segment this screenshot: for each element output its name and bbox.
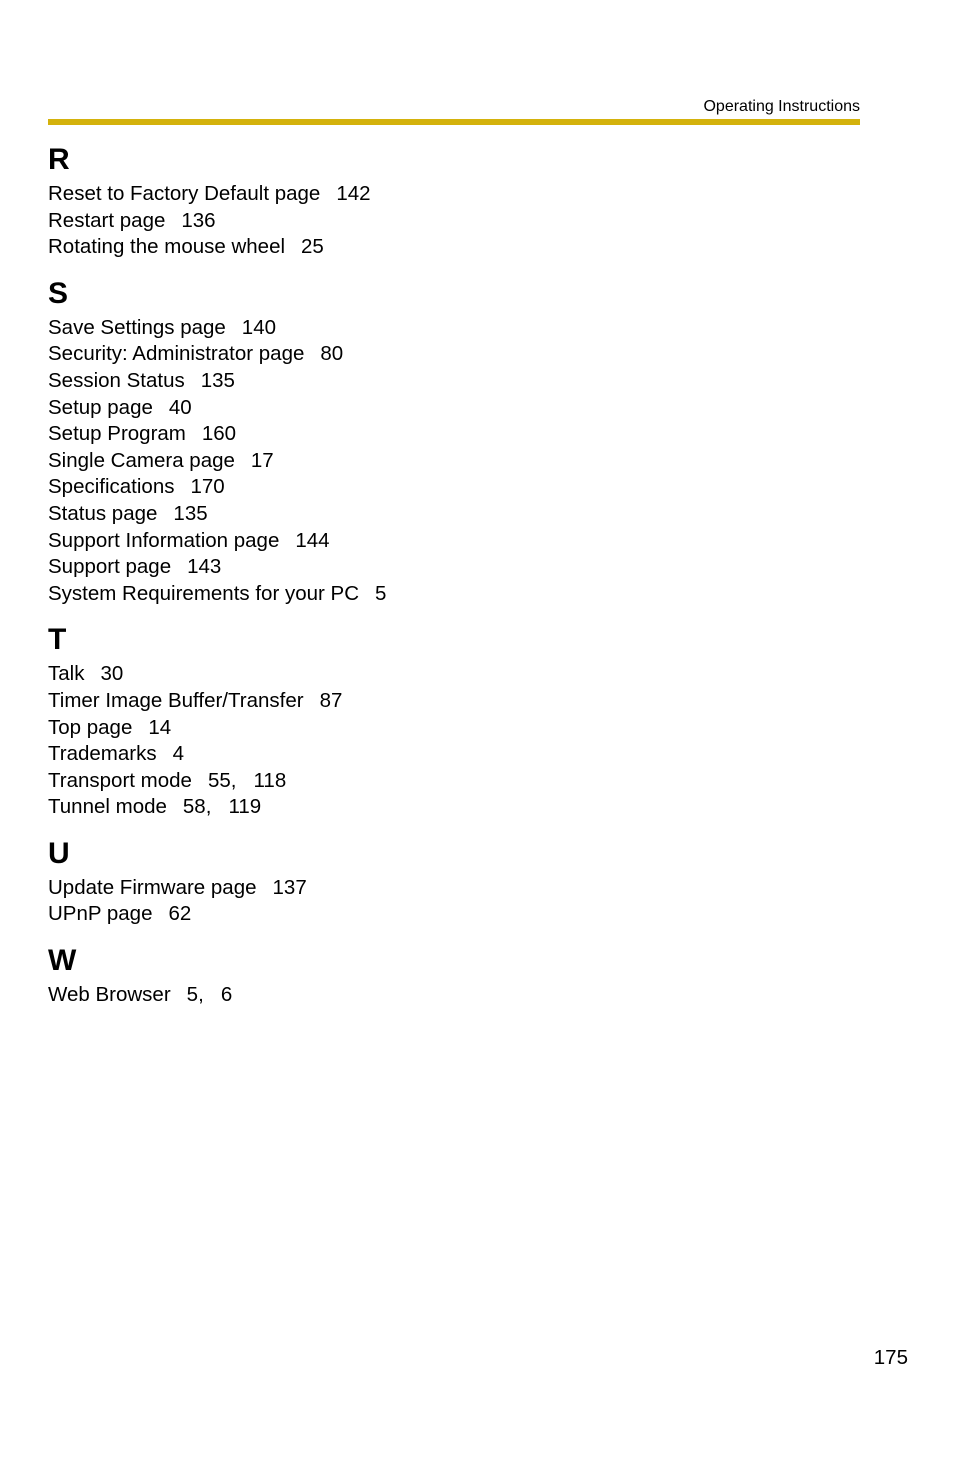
entry-pages: 140 — [241, 315, 277, 339]
entry-term: Tunnel mode — [48, 795, 167, 819]
header-rule — [48, 119, 860, 125]
entry-term: Rotating the mouse wheel — [48, 235, 286, 259]
index-entry — [48, 901, 860, 928]
index-entry — [48, 181, 860, 208]
index-entry — [48, 661, 860, 688]
index-entry — [48, 715, 860, 742]
entry-term: Security: Administrator page — [48, 342, 305, 366]
entry-term: Single Camera page — [48, 448, 235, 472]
index-section-u — [48, 835, 860, 928]
index-entry — [48, 341, 860, 368]
entry-pages: 160 — [201, 422, 237, 446]
index-entry — [48, 528, 860, 555]
entry-pages: 87 — [319, 688, 343, 712]
entry-pages: 5, 6 — [186, 983, 233, 1007]
index-entry — [48, 581, 860, 608]
index-entry — [48, 448, 860, 475]
entry-pages: 80 — [320, 342, 344, 366]
running-header-title: Operating Instructions — [703, 98, 860, 115]
entry-pages: 58, 119 — [182, 795, 262, 819]
index-entry — [48, 554, 860, 581]
entry-pages: 40 — [168, 395, 192, 419]
index-section-t — [48, 621, 860, 821]
section-letter: W — [48, 944, 77, 978]
entry-pages: 135 — [173, 501, 208, 525]
entry-pages: 142 — [336, 182, 371, 205]
entry-pages: 55, 118 — [207, 768, 287, 792]
entry-term: Reset to Factory Default page — [48, 182, 321, 205]
entry-term: System Requirements for your PC — [48, 581, 360, 605]
entry-pages: 170 — [190, 475, 225, 499]
entry-term: Talk — [48, 662, 85, 686]
index-entry — [48, 768, 860, 795]
section-letter: S — [48, 276, 69, 310]
index-section-r — [48, 141, 860, 261]
index-entry — [48, 474, 860, 501]
index-list — [48, 141, 860, 1023]
entry-pages: 14 — [148, 715, 172, 739]
entry-term: Support page — [48, 555, 172, 579]
entry-term: Specifications — [48, 475, 175, 499]
index-entry — [48, 395, 860, 422]
entry-term: Status page — [48, 501, 158, 525]
entry-term: Save Settings page — [48, 315, 226, 339]
index-entry — [48, 368, 860, 395]
page-number: 175 — [873, 1346, 908, 1369]
entry-term: Update Firmware page — [48, 875, 257, 899]
entry-term: Timer Image Buffer/Transfer — [48, 688, 304, 712]
entry-term: UPnP page — [48, 902, 153, 926]
index-entry — [48, 501, 860, 528]
index-entry — [48, 234, 860, 261]
index-entry — [48, 315, 860, 342]
entry-pages: 5 — [375, 581, 387, 605]
index-entry — [48, 208, 860, 235]
entry-term: Support Information page — [48, 528, 280, 552]
entry-pages: 4 — [172, 742, 185, 766]
index-entry — [48, 421, 860, 448]
entry-term: Top page — [48, 715, 133, 739]
entry-term: Restart page — [48, 208, 166, 232]
entry-term: Web Browser — [48, 983, 171, 1007]
entry-pages: 144 — [295, 528, 330, 552]
entry-pages: 17 — [250, 448, 274, 472]
entry-pages: 62 — [168, 902, 192, 926]
entry-term: Trademarks — [48, 742, 157, 766]
entry-term: Session Status — [48, 368, 185, 392]
entry-pages: 30 — [100, 662, 124, 686]
index-section-s — [48, 275, 860, 608]
entry-pages: 25 — [301, 235, 324, 259]
entry-term: Setup Program — [48, 422, 186, 446]
entry-pages: 135 — [200, 368, 235, 392]
index-entry — [48, 794, 860, 821]
entry-pages: 137 — [272, 875, 307, 899]
entry-term: Transport mode — [48, 768, 192, 792]
section-letter: R — [48, 143, 70, 176]
index-entry — [48, 688, 860, 715]
entry-pages: 136 — [181, 208, 216, 232]
index-entry — [48, 875, 860, 902]
entry-pages: 143 — [187, 555, 222, 579]
index-section-w — [48, 942, 860, 1009]
index-entry — [48, 741, 860, 768]
entry-term: Setup page — [48, 395, 153, 419]
section-letter: U — [48, 836, 70, 870]
index-entry — [48, 982, 860, 1009]
section-letter: T — [48, 623, 67, 657]
